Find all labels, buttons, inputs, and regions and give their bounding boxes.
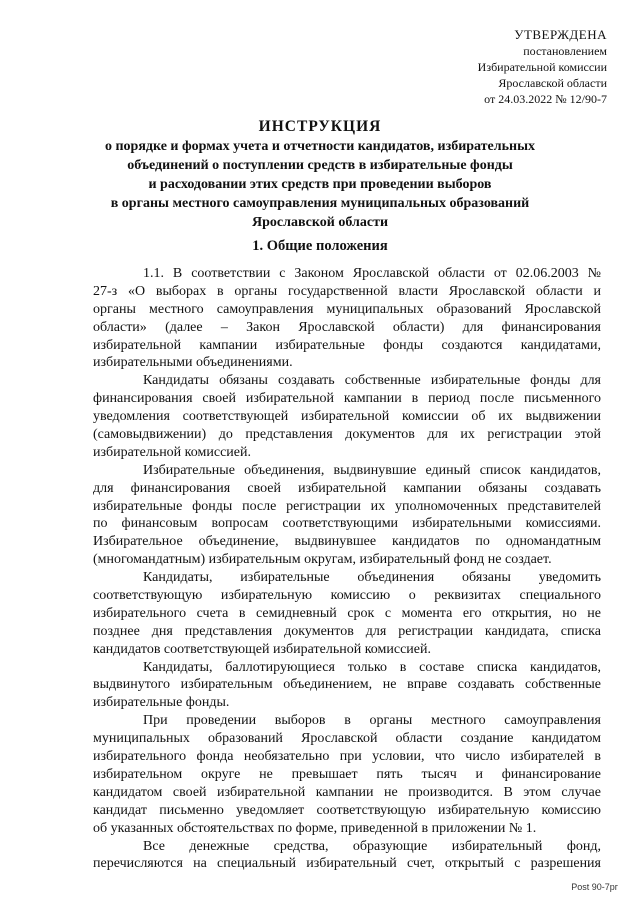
text-line: кандидатов соответствующей избирательной комиссией. <box>93 641 431 657</box>
text-line: кандидат письменно уведомляет соответствующую избирательную комиссию <box>93 802 601 818</box>
text-line: кандидатом своей избирательной кампании не производится. В этом случае <box>93 784 601 800</box>
title-line: в органы местного самоуправления муниципальных образований <box>110 196 530 211</box>
text-line: Все денежные средства, образующие избирательный фонд, <box>143 838 601 854</box>
text-line: Кандидаты, баллотирующиеся только в составе списка кандидатов, <box>143 659 601 675</box>
text-line: При проведении выборов в органы местного самоуправления <box>143 713 601 729</box>
text-line: (самовыдвижении) до представления документов для их регистрации этой <box>93 427 601 443</box>
text-line: Избирательное объединение, выдвинувшее кандидатов по одномандатным <box>93 534 601 550</box>
text-line: избирательной комиссией. <box>93 444 251 460</box>
text-line: избирательном округе не превышает пять тысяч и финансирование <box>93 766 601 782</box>
text-line: избирательного счета в семидневный срок с момента его открытия, но не <box>93 605 601 621</box>
text-line: (многомандатным) избирательным округам, избирательный фонд не создает. <box>93 552 552 568</box>
text-line: соответствующую избирательную комиссию о реквизитах специального <box>93 588 601 604</box>
approval-line: от 24.03.2022 № 12/90-7 <box>484 92 607 106</box>
text-line: 1.1. В соответствии с Законом Ярославской области от 02.06.2003 № <box>143 266 601 281</box>
text-line: избирательного фонда необязательно при условии, что число избирателей в <box>93 749 601 765</box>
title-line: Ярославской области <box>251 215 389 230</box>
title-line: объединений о поступлении средств в избирательные фонды <box>127 158 513 173</box>
document-title <box>40 117 600 232</box>
text-line: избирательной кампании избирательные фонды создаются кандидатами, <box>93 337 601 353</box>
approval-line: постановлением <box>523 44 607 58</box>
section-heading: 1. Общие положения <box>252 238 388 254</box>
approval-title: УТВЕРЖДЕНА <box>514 27 607 42</box>
text-line: избирательными объединениями. <box>93 355 293 371</box>
title-main: ИНСТРУКЦИЯ <box>258 118 382 135</box>
text-line: выдвинутого избирательным объединением, не вправе создавать собственные <box>93 677 601 693</box>
text-line: перечисляются на специальный избирательный счет, открытый с разрешения <box>93 856 601 872</box>
text-line: Избирательные объединения, выдвинувшие единый список кандидатов, <box>143 462 601 478</box>
text-line: позднее дня представления документов для регистрации кандидата, списка <box>93 623 601 639</box>
text-line: по финансовым вопросам соответствующими избирательными комиссиями. <box>93 516 601 532</box>
footer-code: Post 90-7рг <box>571 882 618 892</box>
text-line: органы местного самоуправления муниципальных образований Ярославской <box>93 301 601 317</box>
approval-stamp <box>478 27 607 107</box>
text-line: избирательные фонды. <box>93 695 230 711</box>
text-line: для финансирования своей избирательной кампании обязаны создавать <box>93 480 601 496</box>
approval-line: Ярославской области <box>498 76 607 90</box>
text-line: муниципальных образований Ярославской области создание кандидатом <box>93 731 601 747</box>
text-line: Кандидаты обязаны создавать собственные избирательные фонды для <box>143 373 601 389</box>
approval-line: Избирательной комиссии <box>477 60 607 74</box>
text-line: области» (далее – Закон Ярославской области) для финансирования <box>93 319 601 335</box>
title-line: и расходовании этих средств при проведении выборов <box>148 177 492 192</box>
text-line: финансирования своей избирательной кампании в период после письменного <box>93 391 601 407</box>
body-text <box>93 265 601 873</box>
text-line: об указанных обстоятельствах по форме, приведенной в приложении № 1. <box>93 820 537 836</box>
text-line: 27-з «О выборах в органы государственной власти Ярославской области и <box>93 283 601 299</box>
text-line: избирательные фонды после регистрации их уполномоченных представителей <box>93 498 601 514</box>
text-line: уведомления соответствующей избирательной комиссии об их выдвижении <box>93 409 601 425</box>
title-line: о порядке и формах учета и отчетности кандидатов, избирательных <box>104 139 536 154</box>
text-line: Кандидаты, избирательные объединения обязаны уведомить <box>143 570 601 586</box>
